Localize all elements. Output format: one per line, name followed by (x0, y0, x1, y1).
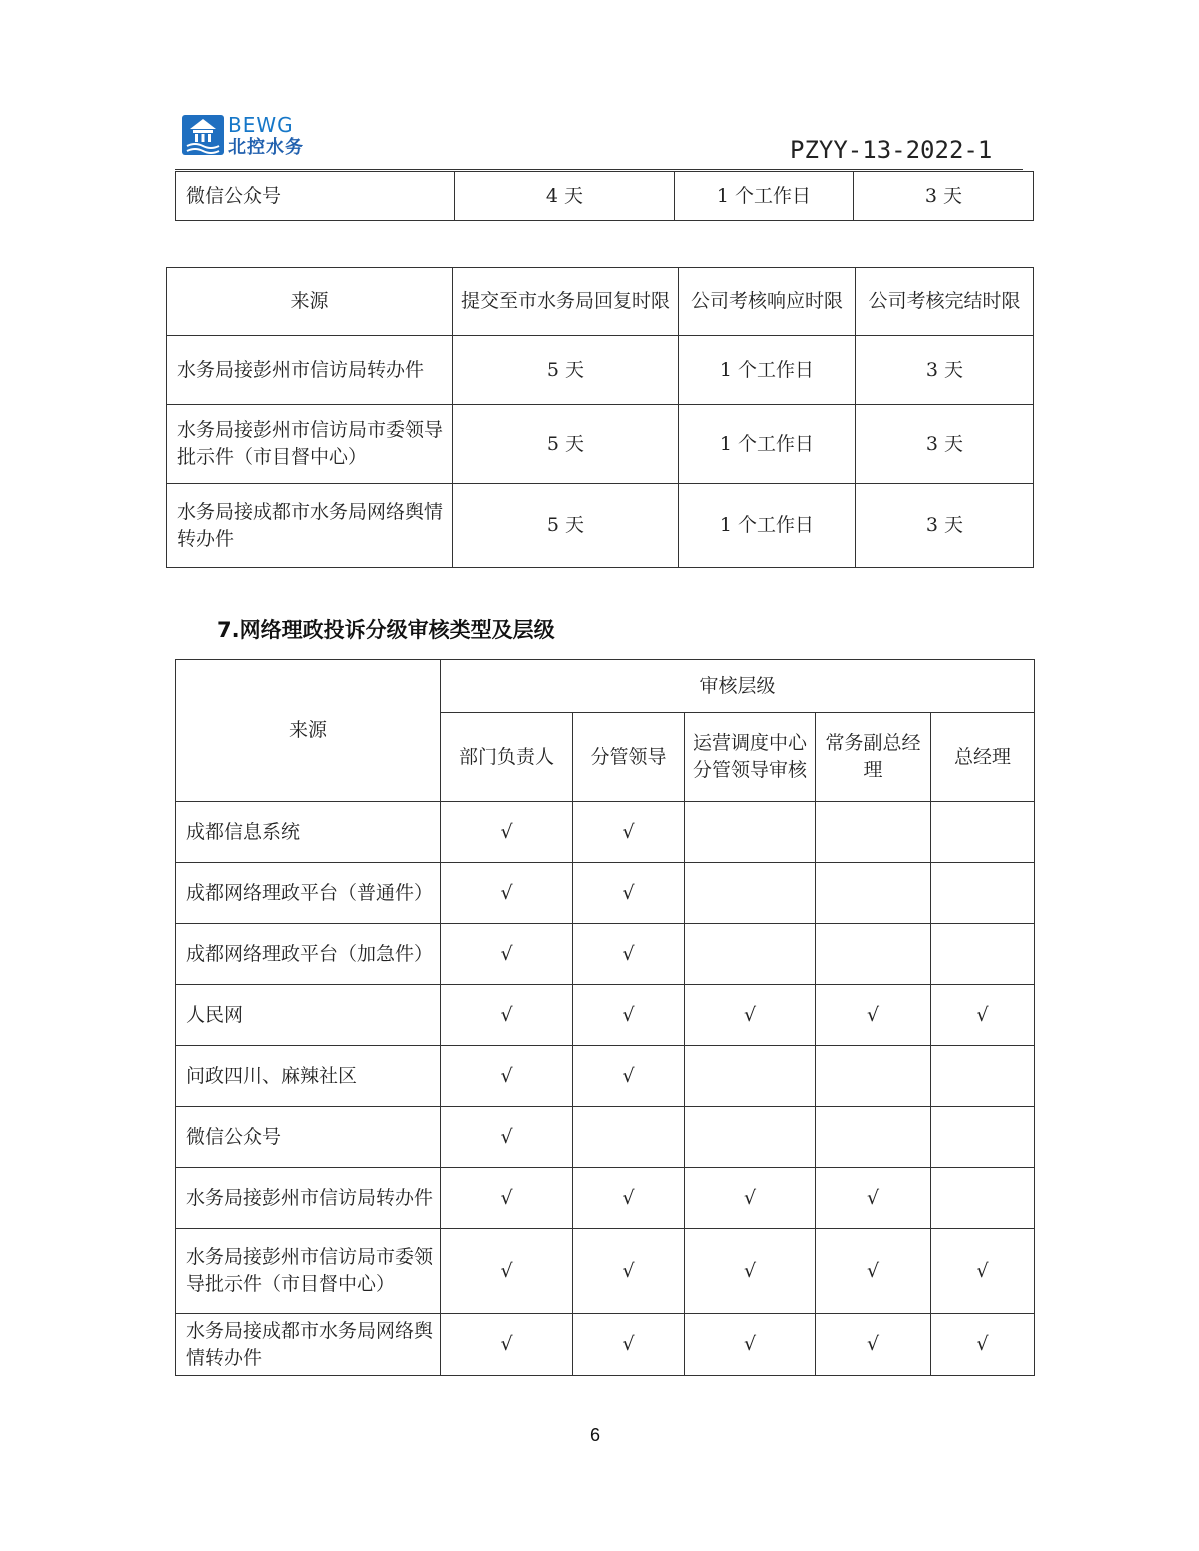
cell-source: 水务局接彭州市信访局转办件 (167, 336, 453, 405)
cell-reply-limit: 5 天 (453, 336, 679, 405)
company-logo (182, 115, 317, 157)
header-deputy-gm: 常务副总经理 (816, 713, 931, 802)
cell-source: 水务局接彭州市信访局市委领导批示件（市目督中心） (176, 1229, 441, 1314)
check-mark: √ (685, 985, 816, 1046)
table-row (167, 336, 1034, 405)
cell-reply-limit: 4 天 (455, 172, 675, 221)
header-supervisor: 分管领导 (573, 713, 685, 802)
check-mark: √ (573, 802, 685, 863)
check-mark (685, 1046, 816, 1107)
check-mark (931, 1168, 1035, 1229)
check-mark: √ (573, 1046, 685, 1107)
limits-table (166, 267, 1034, 568)
check-mark: √ (441, 802, 573, 863)
cell-response-limit: 1 个工作日 (679, 405, 856, 484)
check-mark: √ (441, 1168, 573, 1229)
header-dept-head: 部门负责人 (441, 713, 573, 802)
cell-source: 微信公众号 (176, 172, 455, 221)
check-mark: √ (441, 1046, 573, 1107)
header-review-levels: 审核层级 (441, 660, 1035, 713)
logo-text-cn: 北控水务 (228, 137, 304, 158)
header-source: 来源 (167, 268, 453, 336)
table-row (176, 1046, 1035, 1107)
header-finish-limit: 公司考核完结时限 (856, 268, 1034, 336)
table-header-row (176, 660, 1035, 713)
check-mark (931, 1107, 1035, 1168)
check-mark: √ (573, 924, 685, 985)
check-mark: √ (685, 1229, 816, 1314)
check-mark: √ (573, 1314, 685, 1376)
check-mark: √ (685, 1168, 816, 1229)
cell-source: 水务局接成都市水务局网络舆情转办件 (176, 1314, 441, 1376)
cell-source: 水务局接彭州市信访局市委领导批示件（市目督中心） (167, 405, 453, 484)
check-mark: √ (441, 863, 573, 924)
check-mark: √ (573, 863, 685, 924)
check-mark (816, 924, 931, 985)
cell-source: 成都网络理政平台（普通件） (176, 863, 441, 924)
cell-source: 问政四川、麻辣社区 (176, 1046, 441, 1107)
document-code: PZYY-13-2022-1 (790, 136, 993, 164)
check-mark (816, 1107, 931, 1168)
limits-table-continued (175, 171, 1034, 221)
check-mark (685, 924, 816, 985)
table-row (176, 802, 1035, 863)
cell-finish-limit: 3 天 (856, 484, 1034, 568)
check-mark: √ (931, 985, 1035, 1046)
check-mark (573, 1107, 685, 1168)
page-number: 6 (590, 1425, 601, 1445)
table-row (167, 405, 1034, 484)
cell-response-limit: 1 个工作日 (679, 336, 856, 405)
check-mark (816, 802, 931, 863)
cell-finish-limit: 3 天 (854, 172, 1034, 221)
table-row (176, 985, 1035, 1046)
check-mark (816, 863, 931, 924)
check-mark (931, 924, 1035, 985)
check-mark: √ (441, 1314, 573, 1376)
table-row (167, 484, 1034, 568)
table-row (176, 1107, 1035, 1168)
check-mark (685, 863, 816, 924)
check-mark: √ (931, 1229, 1035, 1314)
cell-response-limit: 1 个工作日 (679, 484, 856, 568)
check-mark (685, 802, 816, 863)
cell-finish-limit: 3 天 (856, 336, 1034, 405)
header-gm: 总经理 (931, 713, 1035, 802)
table-row (176, 1314, 1035, 1376)
check-mark (931, 1046, 1035, 1107)
check-mark: √ (816, 1168, 931, 1229)
table-row (176, 924, 1035, 985)
check-mark: √ (441, 924, 573, 985)
header-ops-center-leader: 运营调度中心分管领导审核 (685, 713, 816, 802)
check-mark: √ (816, 985, 931, 1046)
cell-source: 成都网络理政平台（加急件） (176, 924, 441, 985)
check-mark: √ (441, 985, 573, 1046)
cell-finish-limit: 3 天 (856, 405, 1034, 484)
check-mark: √ (816, 1314, 931, 1376)
logo-text-en: BEWG (228, 113, 294, 137)
check-mark: √ (573, 1229, 685, 1314)
check-mark: √ (441, 1107, 573, 1168)
cell-reply-limit: 5 天 (453, 484, 679, 568)
header-reply-limit: 提交至市水务局回复时限 (453, 268, 679, 336)
check-mark: √ (573, 985, 685, 1046)
table-row (176, 1168, 1035, 1229)
table-row (176, 1229, 1035, 1314)
cell-response-limit: 1 个工作日 (675, 172, 854, 221)
check-mark: √ (441, 1229, 573, 1314)
check-mark: √ (573, 1168, 685, 1229)
cell-source: 微信公众号 (176, 1107, 441, 1168)
cell-source: 人民网 (176, 985, 441, 1046)
cell-source: 成都信息系统 (176, 802, 441, 863)
check-mark: √ (685, 1314, 816, 1376)
table-row (176, 863, 1035, 924)
cell-source: 水务局接成都市水务局网络舆情转办件 (167, 484, 453, 568)
header-divider (175, 169, 1023, 170)
table-header-row (167, 268, 1034, 336)
check-mark: √ (931, 1314, 1035, 1376)
header-response-limit: 公司考核响应时限 (679, 268, 856, 336)
cell-source: 水务局接彭州市信访局转办件 (176, 1168, 441, 1229)
cell-reply-limit: 5 天 (453, 405, 679, 484)
review-levels-table (175, 659, 1035, 1376)
table-row (176, 172, 1034, 221)
check-mark (685, 1107, 816, 1168)
section-title: 7.网络理政投诉分级审核类型及层级 (217, 618, 555, 642)
temple-logo-icon (182, 115, 224, 155)
check-mark: √ (816, 1229, 931, 1314)
header-source: 来源 (176, 660, 441, 802)
check-mark (931, 863, 1035, 924)
check-mark (931, 802, 1035, 863)
check-mark (816, 1046, 931, 1107)
